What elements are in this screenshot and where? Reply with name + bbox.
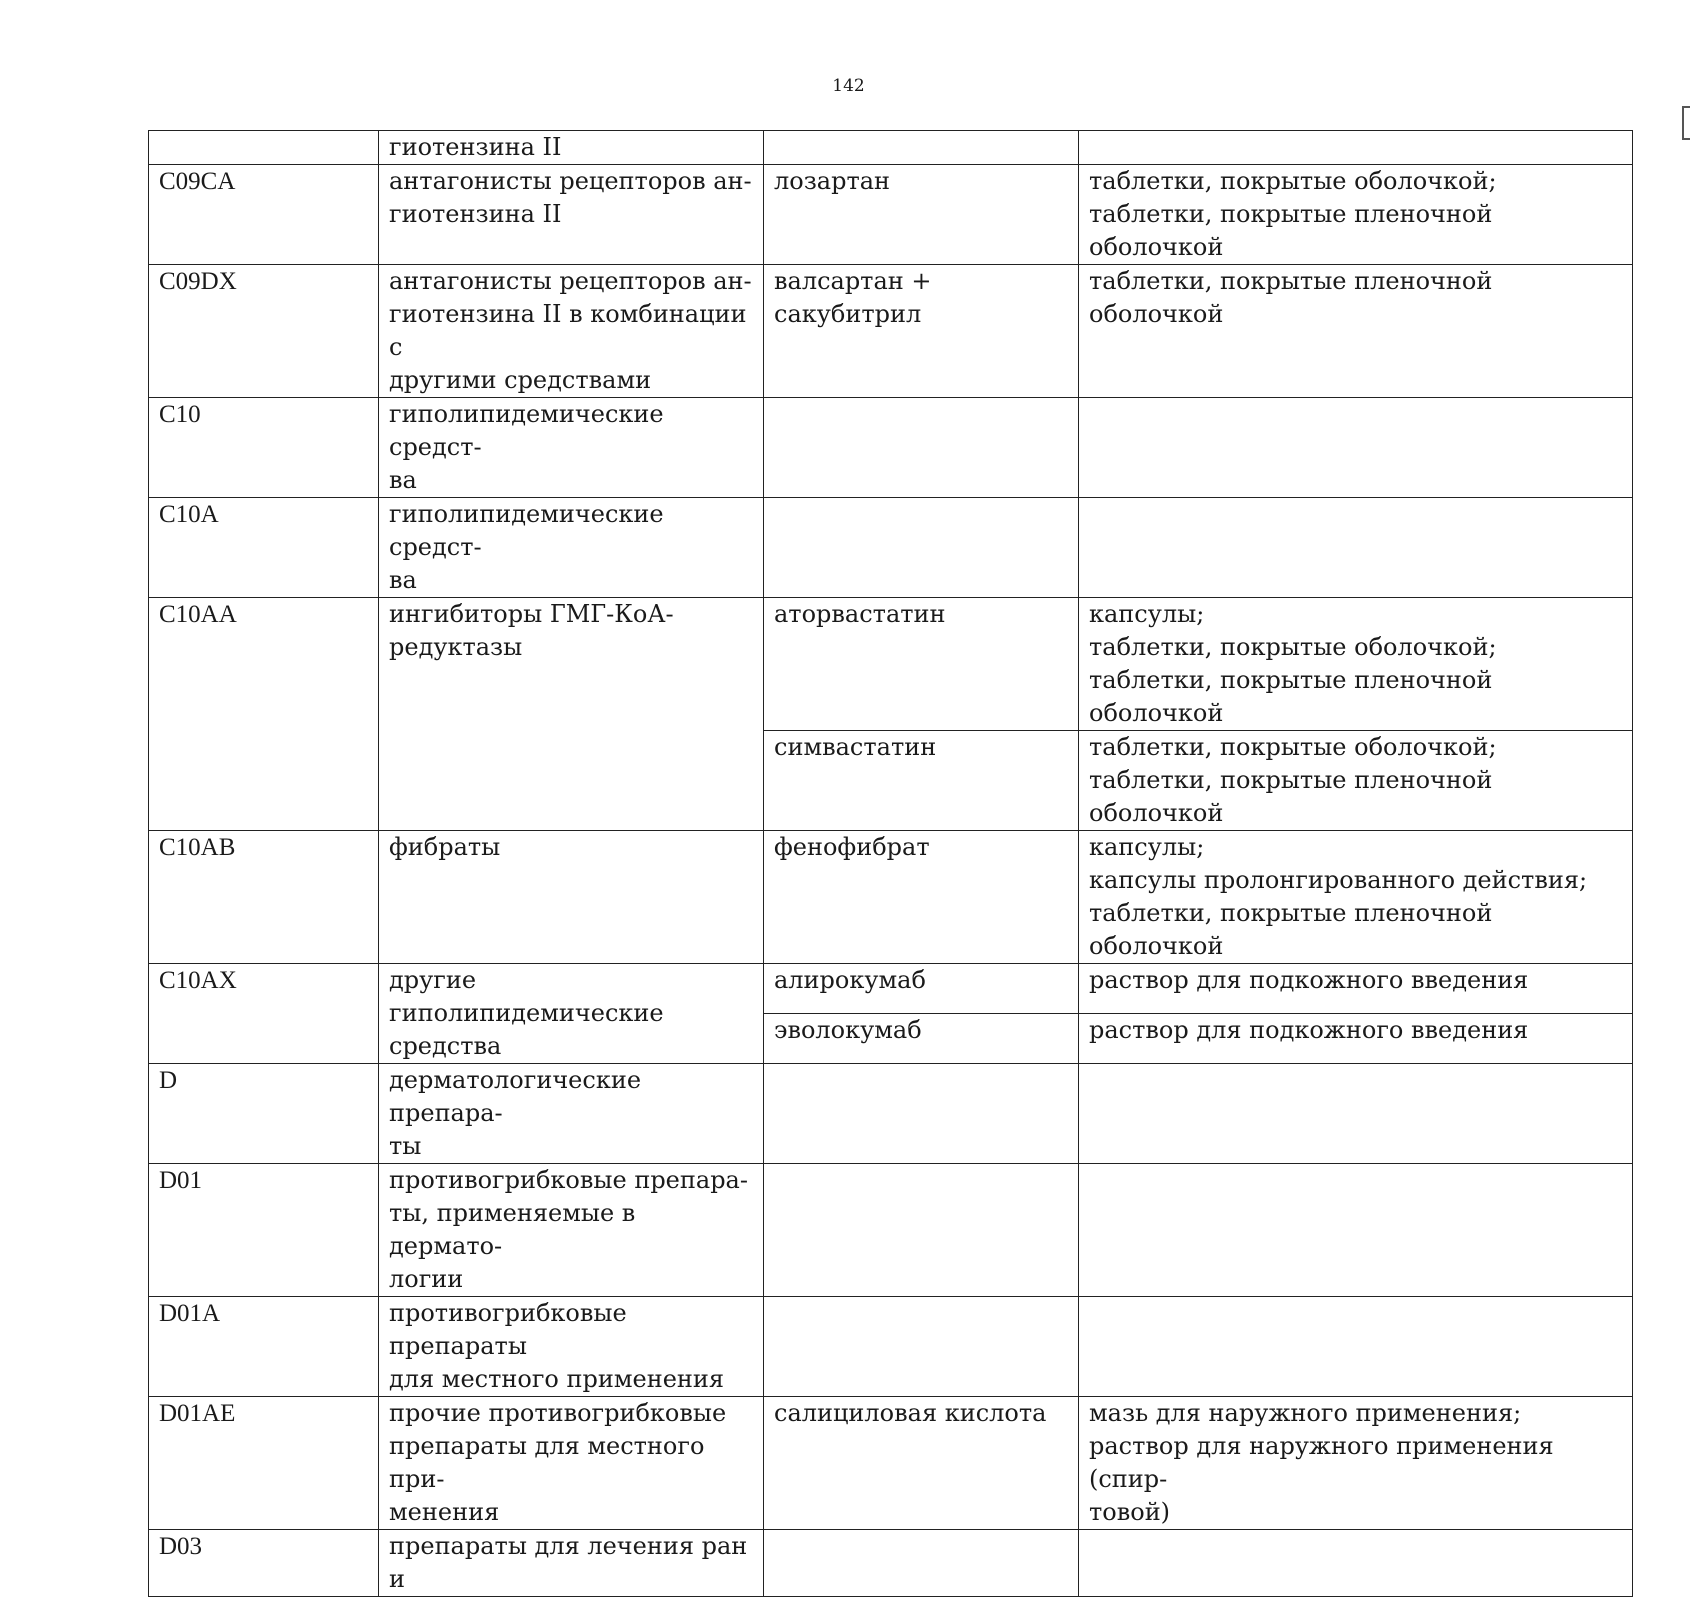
atc-code-cell: D03 — [149, 1530, 379, 1597]
dosage-form-cell: таблетки, покрытые пленочной оболочкой — [1079, 265, 1633, 398]
table-row — [149, 598, 1633, 731]
table-row — [149, 1530, 1633, 1597]
atc-code-cell: C10AX — [149, 964, 379, 1064]
table-row — [149, 265, 1633, 398]
dosage-form-cell — [1079, 1064, 1633, 1164]
dosage-form-cell: капсулы; капсулы пролонгированного действия; таблетки, покрытые пленочной оболочкой — [1079, 831, 1633, 964]
dosage-form-cell: капсулы; таблетки, покрытые оболочкой; таблетки, покрытые пленочной оболочкой — [1079, 598, 1633, 731]
pharmacological-group-cell: антагонисты рецепторов ан- гиотензина II в комбинации с другими средствами — [379, 265, 764, 398]
atc-code-cell: D01A — [149, 1297, 379, 1397]
dosage-form-cell — [1079, 1164, 1633, 1297]
drug-classification-table — [148, 130, 1633, 1597]
table-row — [149, 398, 1633, 498]
table-row — [149, 1164, 1633, 1297]
atc-code-cell: C10AA — [149, 598, 379, 831]
table-row — [149, 498, 1633, 598]
dosage-form-cell: таблетки, покрытые оболочкой; таблетки, покрытые пленочной оболочкой — [1079, 165, 1633, 265]
table-row — [149, 831, 1633, 964]
atc-code-cell: C10A — [149, 498, 379, 598]
table-row — [149, 1297, 1633, 1397]
drug-name-cell — [764, 498, 1079, 598]
drug-name-cell: фенофибрат — [764, 831, 1079, 964]
atc-code-cell: D01AE — [149, 1397, 379, 1530]
atc-code-cell — [149, 131, 379, 165]
table-row — [149, 131, 1633, 165]
dosage-form-cell: таблетки, покрытые оболочкой; таблетки, покрытые пленочной оболочкой — [1079, 731, 1633, 831]
page-number: 142 — [832, 76, 865, 96]
margin-bracket-mark — [1682, 106, 1690, 140]
drug-name-cell — [764, 1064, 1079, 1164]
table-row — [149, 1397, 1633, 1530]
dosage-form-cell — [1079, 131, 1633, 165]
drug-name-cell: лозартан — [764, 165, 1079, 265]
drug-name-cell — [764, 131, 1079, 165]
atc-code-cell: C09DX — [149, 265, 379, 398]
pharmacological-group-cell: антагонисты рецепторов ан- гиотензина II — [379, 165, 764, 265]
table-row — [149, 165, 1633, 265]
pharmacological-group-cell: ингибиторы ГМГ-КоА- редуктазы — [379, 598, 764, 831]
drug-name-cell — [764, 1297, 1079, 1397]
pharmacological-group-cell: прочие противогрибковые препараты для местного при- менения — [379, 1397, 764, 1530]
table-row — [149, 1064, 1633, 1164]
dosage-form-cell: раствор для подкожного введения — [1079, 1014, 1633, 1064]
table-row — [149, 964, 1633, 1014]
dosage-form-cell — [1079, 498, 1633, 598]
dosage-form-cell — [1079, 398, 1633, 498]
pharmacological-group-cell: гиотензина II — [379, 131, 764, 165]
pharmacological-group-cell: другие гиполипидемические средства — [379, 964, 764, 1064]
atc-code-cell: C10AB — [149, 831, 379, 964]
drug-name-cell: салициловая кислота — [764, 1397, 1079, 1530]
drug-name-cell: валсартан + сакубитрил — [764, 265, 1079, 398]
pharmacological-group-cell: гиполипидемические средст- ва — [379, 498, 764, 598]
atc-code-cell: C10 — [149, 398, 379, 498]
drug-name-cell: алирокумаб — [764, 964, 1079, 1014]
pharmacological-group-cell: противогрибковые препараты для местного применения — [379, 1297, 764, 1397]
pharmacological-group-cell: дерматологические препара- ты — [379, 1064, 764, 1164]
table-body — [149, 131, 1633, 1597]
atc-code-cell: D01 — [149, 1164, 379, 1297]
dosage-form-cell: мазь для наружного применения; раствор для наружного применения (спир- товой) — [1079, 1397, 1633, 1530]
pharmacological-group-cell: фибраты — [379, 831, 764, 964]
drug-name-cell: эволокумаб — [764, 1014, 1079, 1064]
drug-name-cell: аторвастатин — [764, 598, 1079, 731]
drug-name-cell — [764, 1164, 1079, 1297]
pharmacological-group-cell: противогрибковые препара- ты, применяемые в дермато- логии — [379, 1164, 764, 1297]
pharmacological-group-cell: гиполипидемические средст- ва — [379, 398, 764, 498]
drug-name-cell: симвастатин — [764, 731, 1079, 831]
drug-name-cell — [764, 398, 1079, 498]
dosage-form-cell — [1079, 1530, 1633, 1597]
atc-code-cell: C09CA — [149, 165, 379, 265]
atc-code-cell: D — [149, 1064, 379, 1164]
dosage-form-cell — [1079, 1297, 1633, 1397]
drug-name-cell — [764, 1530, 1079, 1597]
dosage-form-cell: раствор для подкожного введения — [1079, 964, 1633, 1014]
pharmacological-group-cell: препараты для лечения ран и — [379, 1530, 764, 1597]
